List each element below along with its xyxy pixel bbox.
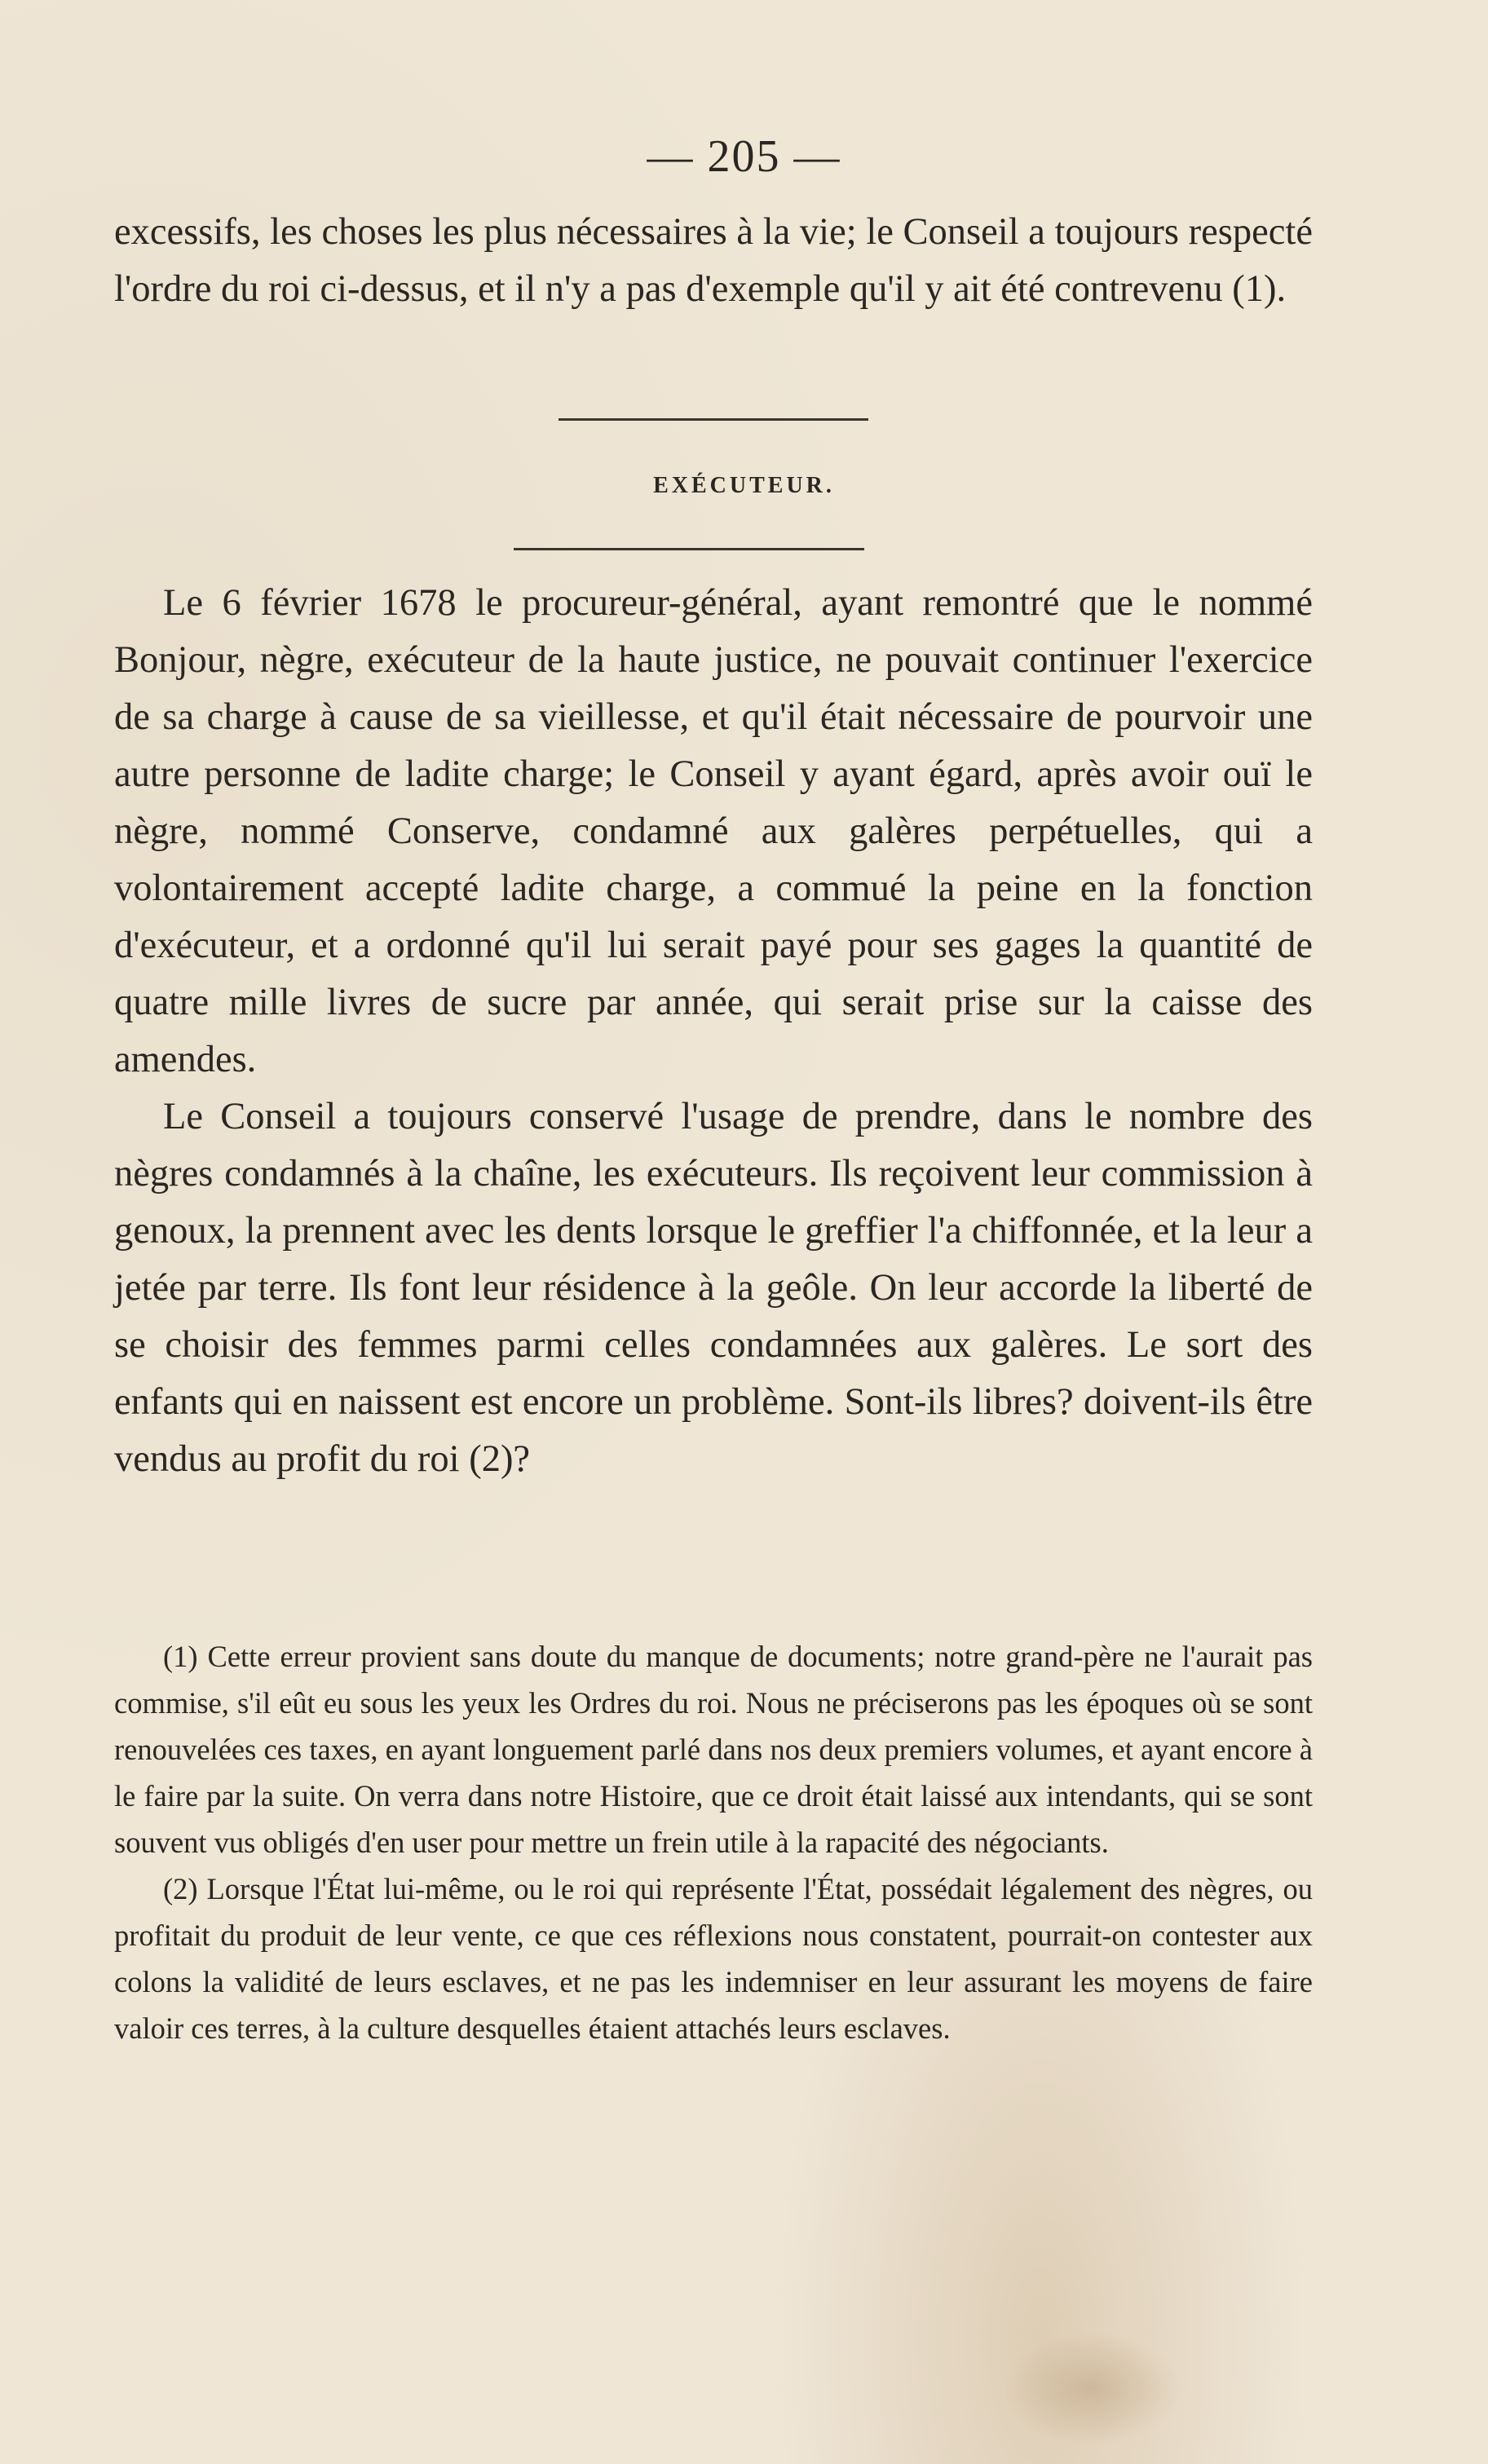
divider-top [559, 418, 868, 421]
page-number: — 205 — [647, 131, 841, 182]
footnotes [114, 1633, 1313, 2051]
divider-bottom [514, 548, 864, 550]
paragraph-1: Le 6 février 1678 le procureur-général, ayant remontré que le nommé Bonjour, nègre, exécuteur de la haute justice, ne pouvait continuer l'exercice de sa charge à cause de sa vieillesse, et qu'il était nécessaire de pourvoir une autre personne de ladite charge; le Conseil y ayant égard, après avoir ouï le nègre, nommé Conserve, condamné aux galères perpétuelles, qui a volontairement accepté ladite charge, a commué la peine en la fonction d'exécuteur, et a ordonné qu'il lui serait payé pour ses gages la quantité de quatre mille livres de sucre par année, qui serait prise sur la caisse des amendes. [114, 582, 1313, 1080]
footnote-2: (2) Lorsque l'État lui-même, ou le roi qui représente l'État, possédait légalement des nègres, ou profitait du produit de leur vente, ce que ces réflexions nous constatent, pourrait-on contester aux colons la validité de leurs esclaves, et ne pas les indemniser en leur assurant les moyens de faire valoir ces terres, à la culture desquelles étaient attachés leurs esclaves. [114, 1872, 1313, 2045]
paper-stain [1003, 2332, 1182, 2446]
paragraph-2: Le Conseil a toujours conservé l'usage de prendre, dans le nombre des nègres condamnés à la chaîne, les exécuteurs. Ils reçoivent leur commission à genoux, la prennent avec les dents lorsque le greffier l'a chiffonnée, et la leur a jetée par terre. Ils font leur résidence à la geôle. On leur accorde la liberté de se choisir des femmes parmi celles condamnées aux galères. Le sort des enfants qui en naissent est encore un problème. Sont-ils libres? doivent-ils être vendus au profit du roi (2)? [114, 1096, 1313, 1480]
main-text [114, 575, 1313, 1488]
intro-paragraph: excessifs, les choses les plus nécessaires à la vie; le Conseil a toujours respecté l'ordre du roi ci-dessus, et il n'y a pas d'exemple qu'il y ait été contrevenu (1). [114, 211, 1313, 310]
intro-paragraph-block [114, 204, 1313, 318]
section-title: EXÉCUTEUR. [653, 473, 835, 498]
footnote-1: (1) Cette erreur provient sans doute du manque de documents; notre grand-père ne l'aurait pas commise, s'il eût eu sous les yeux les Ordres du roi. Nous ne préciserons pas les époques où se sont renouvelées ces taxes, en ayant longuement parlé dans nos deux premiers volumes, et ayant encore à le faire par la suite. On verra dans notre Histoire, que ce droit était laissé aux intendants, qui se sont souvent vus obligés d'en user pour mettre un frein utile à la rapacité des négociants. [114, 1640, 1313, 1859]
